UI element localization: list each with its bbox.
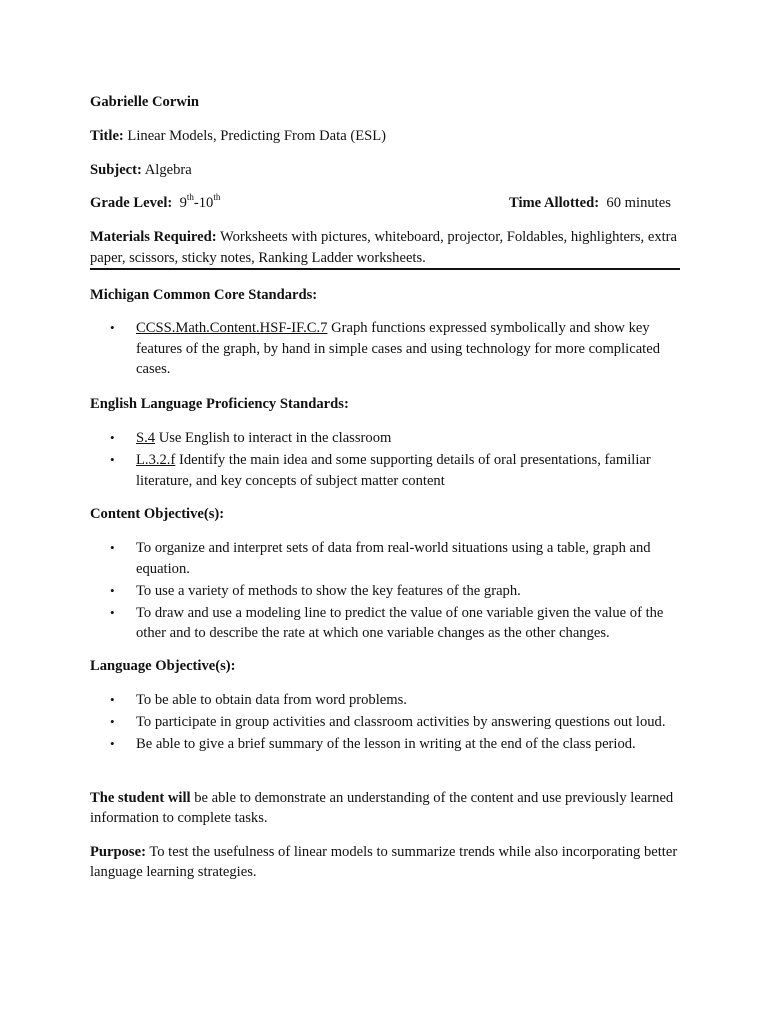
list-item [90,581,680,602]
elp-heading: English Language Proficiency Standards: [90,396,349,412]
standard-text: Graph functions expressed symbolically and show key features of the graph, by hand in simple cases and using technology for more complicated cases. [136,320,660,377]
title-line [90,126,386,146]
purpose-label: Purpose: [90,844,146,860]
grade-label: Grade Level: [90,195,173,211]
grade-end-suffix: th [213,192,221,203]
bullet-icon: • [110,582,115,598]
subject-line [90,160,192,180]
content-objectives-heading: Content Objective(s): [90,506,225,522]
list-item [90,734,680,755]
subject-label: Subject: [90,162,142,178]
list-item [90,538,680,579]
content-objectives-list [90,538,680,645]
time-value: 60 minutes [606,195,671,211]
list-item [90,318,680,380]
bullet-icon: • [110,736,115,751]
student-will-paragraph [90,788,680,828]
objective-text: To be able to obtain data from word problems. [136,692,407,708]
list-item [90,428,680,449]
common-core-list [90,318,680,381]
objective-text: To draw and use a modeling line to predict the value of one variable given the value of the other and to describe the rate at which one variable changes as the other changes. [136,604,664,641]
student-will-text: be able to demonstrate an understanding of the content and use previously learned information to complete tasks. [90,790,674,826]
grade-value [179,192,221,211]
bullet-icon: • [110,430,115,445]
student-will-label: The student will [90,790,191,806]
standard-code: L.3.2.f [136,452,176,468]
time-label: Time Allotted: [509,195,600,211]
objective-text: To organize and interpret sets of data from real-world situations using a table, graph and equation. [136,540,651,577]
author-name: Gabrielle Corwin [90,94,200,110]
purpose-paragraph [90,842,680,882]
language-objectives-heading: Language Objective(s): [90,658,236,674]
bullet-icon: • [110,540,115,555]
grade-end: -10 [193,195,214,211]
purpose-text: To test the usefulness of linear models to summarize trends while also incorporating better language learning strategies. [90,844,678,880]
materials-value: Worksheets with pictures, whiteboard, projector, Foldables, highlighters, extra paper, scissors, sticky notes, Ranking Ladder worksheets. [90,229,678,266]
materials-paragraph [90,227,680,268]
title-label: Title: [90,128,124,144]
objective-text: To use a variety of methods to show the key features of the graph. [136,582,521,599]
header-divider [90,268,680,270]
bullet-icon: • [110,692,115,707]
elp-list [90,428,680,493]
grade-start-suffix: th [186,192,194,203]
materials-label: Materials Required: [90,229,217,245]
standard-code: S.4 [136,430,156,446]
bullet-icon: • [110,604,115,620]
common-core-heading: Michigan Common Core Standards: [90,287,318,303]
time-line [509,193,671,213]
grade-line [90,193,220,213]
grade-start: 9 [179,195,187,211]
list-item [90,450,680,491]
list-item [90,712,680,733]
list-item [90,603,680,644]
standard-text: Identify the main idea and some supporting details of oral presentations, familiar literature, and key concepts of subject matter content [136,452,651,489]
standard-code: CCSS.Math.Content.HSF-IF.C.7 [136,320,328,336]
language-objectives-list [90,690,680,756]
bullet-icon: • [110,320,115,335]
objective-text: To participate in group activities and classroom activities by answering questions out loud. [136,714,666,730]
subject-value: Algebra [141,162,192,178]
objective-text: Be able to give a brief summary of the lesson in writing at the end of the class period. [136,736,636,752]
title-value: Linear Models, Predicting From Data (ESL) [123,128,387,144]
bullet-icon: • [110,452,115,467]
bullet-icon: • [110,714,115,729]
standard-text: Use English to interact in the classroom [155,430,392,446]
list-item [90,690,680,711]
